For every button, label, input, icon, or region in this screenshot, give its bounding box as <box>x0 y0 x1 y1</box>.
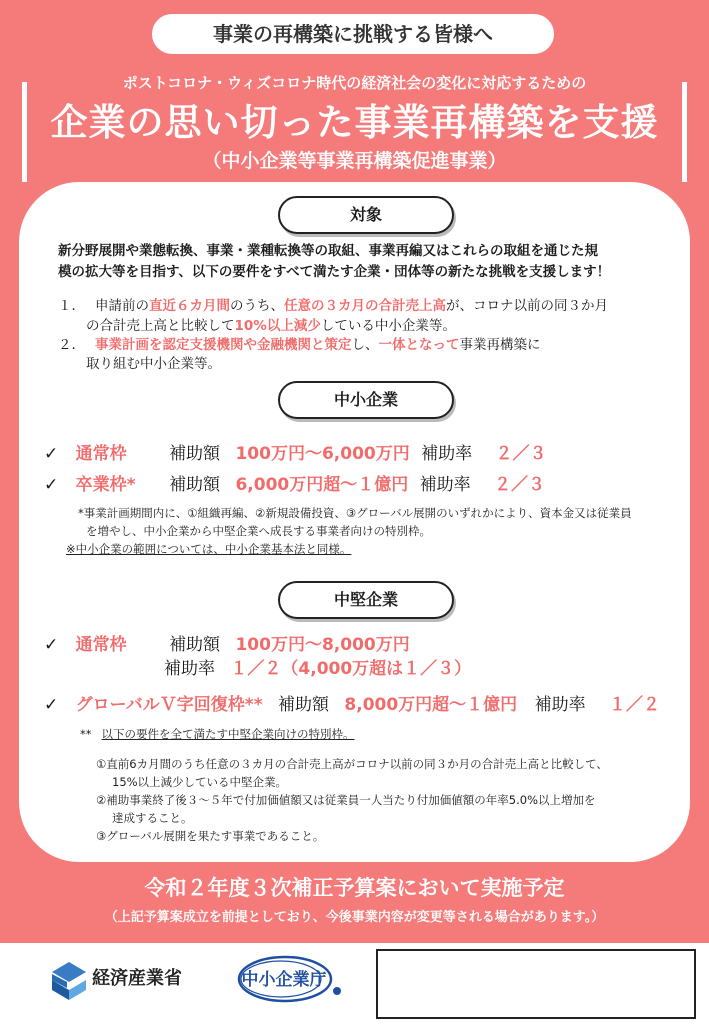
mid-req2-cont: 達成すること。 <box>112 811 193 825</box>
audience-text: 事業の再構築に挑戦する皆様へ <box>213 22 493 46</box>
mid-global-row: ✓ グローバルＶ字回復枠** 補助額 8,000万円超～１億円 補助率 １／２ <box>44 695 660 715</box>
check-icon: ✓ <box>44 475 59 495</box>
schedule-disclaimer: （上記予算案成立を前提としており、今後事業内容が変更等される場合があります。） <box>104 910 605 925</box>
check-icon: ✓ <box>44 695 59 715</box>
sme-note-line1: *事業計画期間内に、①組織再編、②新規設備投資、③グローバル展開のいずれかにより、資本金又は従業員 <box>78 506 632 520</box>
sme-note-scope: ※中小企業の範囲については、中小企業基本法と同様。 <box>66 542 352 556</box>
mid-standard-row: ✓ 通常枠 補助額 100万円～8,000万円 <box>44 635 410 655</box>
sme-standard-row: ✓ 通常枠 補助額 100万円～6,000万円 補助率 ２／３ <box>44 444 547 464</box>
check-icon: ✓ <box>44 444 59 464</box>
mid-note-head: ** 以下の要件を全て満たす中堅企業向けの特別枠。 <box>80 727 355 741</box>
mid-req1: ①直前6カ月間のうち任意の３カ月の合計売上高がコロナ以前の同３か月の合計売上高と比較して、 <box>96 757 608 771</box>
meti-logo-icon <box>52 960 86 1000</box>
target-heading: 対象 <box>278 196 454 234</box>
mid-req2: ②補助事業終了後３～５年で付加価値額又は従業員一人当たり付加価値額の年率5.0%以上増加を <box>96 793 596 807</box>
target-intro-line1: 新分野展開や業態転換、事業・業種転換等の取組、事業再編又はこれらの取組を通じた規 <box>58 243 598 259</box>
mid-req3: ③グローバル展開を果たす事業であること。 <box>96 829 325 843</box>
mid-req1-cont: 15%以上減少している中堅企業。 <box>112 775 288 789</box>
target-intro-line2: 模の拡大等を目指す、以下の要件をすべて満たす企業・団体等の新たな挑戦を支援します！ <box>58 264 611 280</box>
requirement-1: １． 申請前の直近６カ月間のうち、任意の３カ月の合計売上高が、コロナ以前の同３か月 <box>58 298 608 314</box>
audience-pill <box>152 14 554 54</box>
sme-heading: 中小企業 <box>278 381 454 419</box>
chusho-logo-text: 中小企業庁 <box>241 970 327 990</box>
schedule-notice: 令和２年度３次補正予算案において実施予定 <box>144 876 565 900</box>
requirement-2-cont: 取り組む中小企業等。 <box>86 356 221 372</box>
program-name: （中小企業等事業再構築促進事業） <box>202 150 507 172</box>
requirement-1-cont: の合計売上高と比較して10%以上減少している中小企業等。 <box>86 318 456 334</box>
blank-stamp-box <box>376 949 696 1019</box>
requirement-2: ２． 事業計画を認定支援機関や金融機関と策定し、一体となって事業再構築に <box>58 337 541 353</box>
chusho-logo <box>237 955 347 1003</box>
meti-logo-text: 経済産業省 <box>92 968 182 989</box>
page-title: 企業の思い切った事業再構築を支援 <box>50 101 659 144</box>
mid-heading: 中堅企業 <box>278 581 454 619</box>
subtitle: ポストコロナ・ウィズコロナ時代の経済社会の変化に対応するための <box>122 74 587 92</box>
mid-standard-rate: 補助率 １／２（4,000万超は１／３） <box>164 659 472 679</box>
sme-note-line2: を増やし、中小企業から中堅企業へ成長する事業者向けの特別枠。 <box>86 524 431 538</box>
check-icon: ✓ <box>44 635 59 655</box>
sme-graduation-row: ✓ 卒業枠* 補助額 6,000万円超～１億円 補助率 ２／３ <box>44 475 546 495</box>
